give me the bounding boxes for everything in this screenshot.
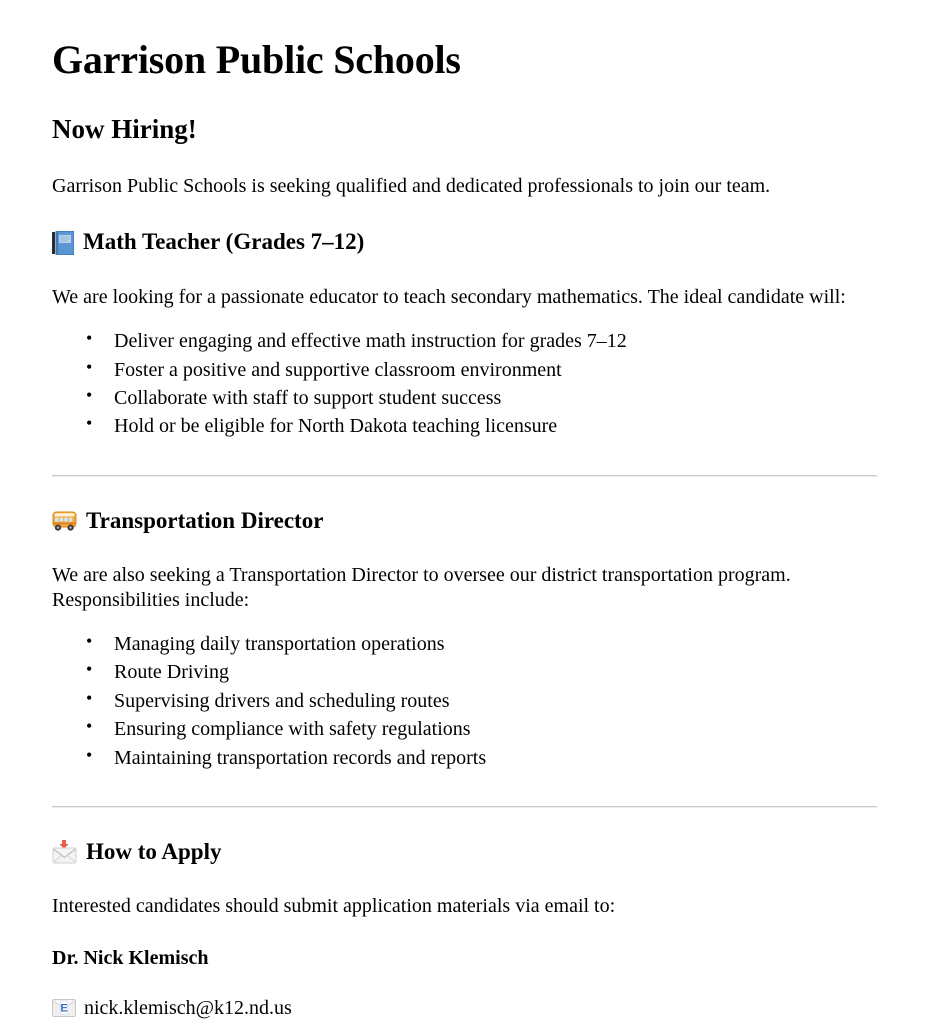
list-item: • Foster a positive and supportive classroom environment [114, 358, 877, 382]
svg-text:E: E [60, 1003, 68, 1016]
contact-name: Dr. Nick Klemisch [52, 946, 209, 969]
list-item: • Supervising drivers and scheduling routes [114, 689, 877, 713]
school-bus-icon [52, 510, 77, 532]
contact-email-row [52, 996, 877, 1020]
section-divider [52, 806, 877, 808]
list-item: • Ensuring compliance with safety regulations [114, 717, 877, 741]
job-heading-transportation-director [52, 508, 877, 534]
job-title-text: Transportation Director [86, 507, 324, 533]
job-heading-math-teacher [52, 229, 877, 255]
incoming-envelope-icon [52, 840, 77, 864]
section-divider [52, 475, 877, 477]
email-envelope-icon [52, 998, 76, 1018]
job-title-text: Math Teacher (Grades 7–12) [83, 229, 365, 255]
list-item: • Collaborate with staff to support student success [114, 386, 877, 410]
job-bullets-math-teacher [52, 329, 877, 439]
now-hiring-heading: Now Hiring! [52, 114, 197, 144]
intro-paragraph: Garrison Public Schools is seeking qualified and dedicated professionals to join our team. [52, 175, 771, 198]
how-to-apply-heading [52, 839, 877, 865]
apply-instructions: Interested candidates should submit application materials via email to: [52, 895, 616, 918]
how-to-apply-text: How to Apply [86, 839, 222, 864]
blue-book-icon [52, 231, 74, 255]
job-description-transportation-director: We are also seeking a Transportation Director to oversee our district transportation program. Responsibilities include: [52, 564, 791, 611]
list-item: • Route Driving [114, 660, 877, 684]
job-bullets-transportation-director [52, 632, 877, 770]
job-description-math-teacher: We are looking for a passionate educator to teach secondary mathematics. The ideal candidate will: [52, 285, 846, 308]
page-title: Garrison Public Schools [52, 37, 461, 82]
list-item: • Maintaining transportation records and reports [114, 746, 877, 770]
list-item: • Managing daily transportation operations [114, 632, 877, 656]
contact-email-text[interactable]: nick.klemisch@k12.nd.us [84, 997, 292, 1020]
list-item: • Deliver engaging and effective math instruction for grades 7–12 [114, 329, 877, 353]
list-item: • Hold or be eligible for North Dakota teaching licensure [114, 414, 877, 438]
